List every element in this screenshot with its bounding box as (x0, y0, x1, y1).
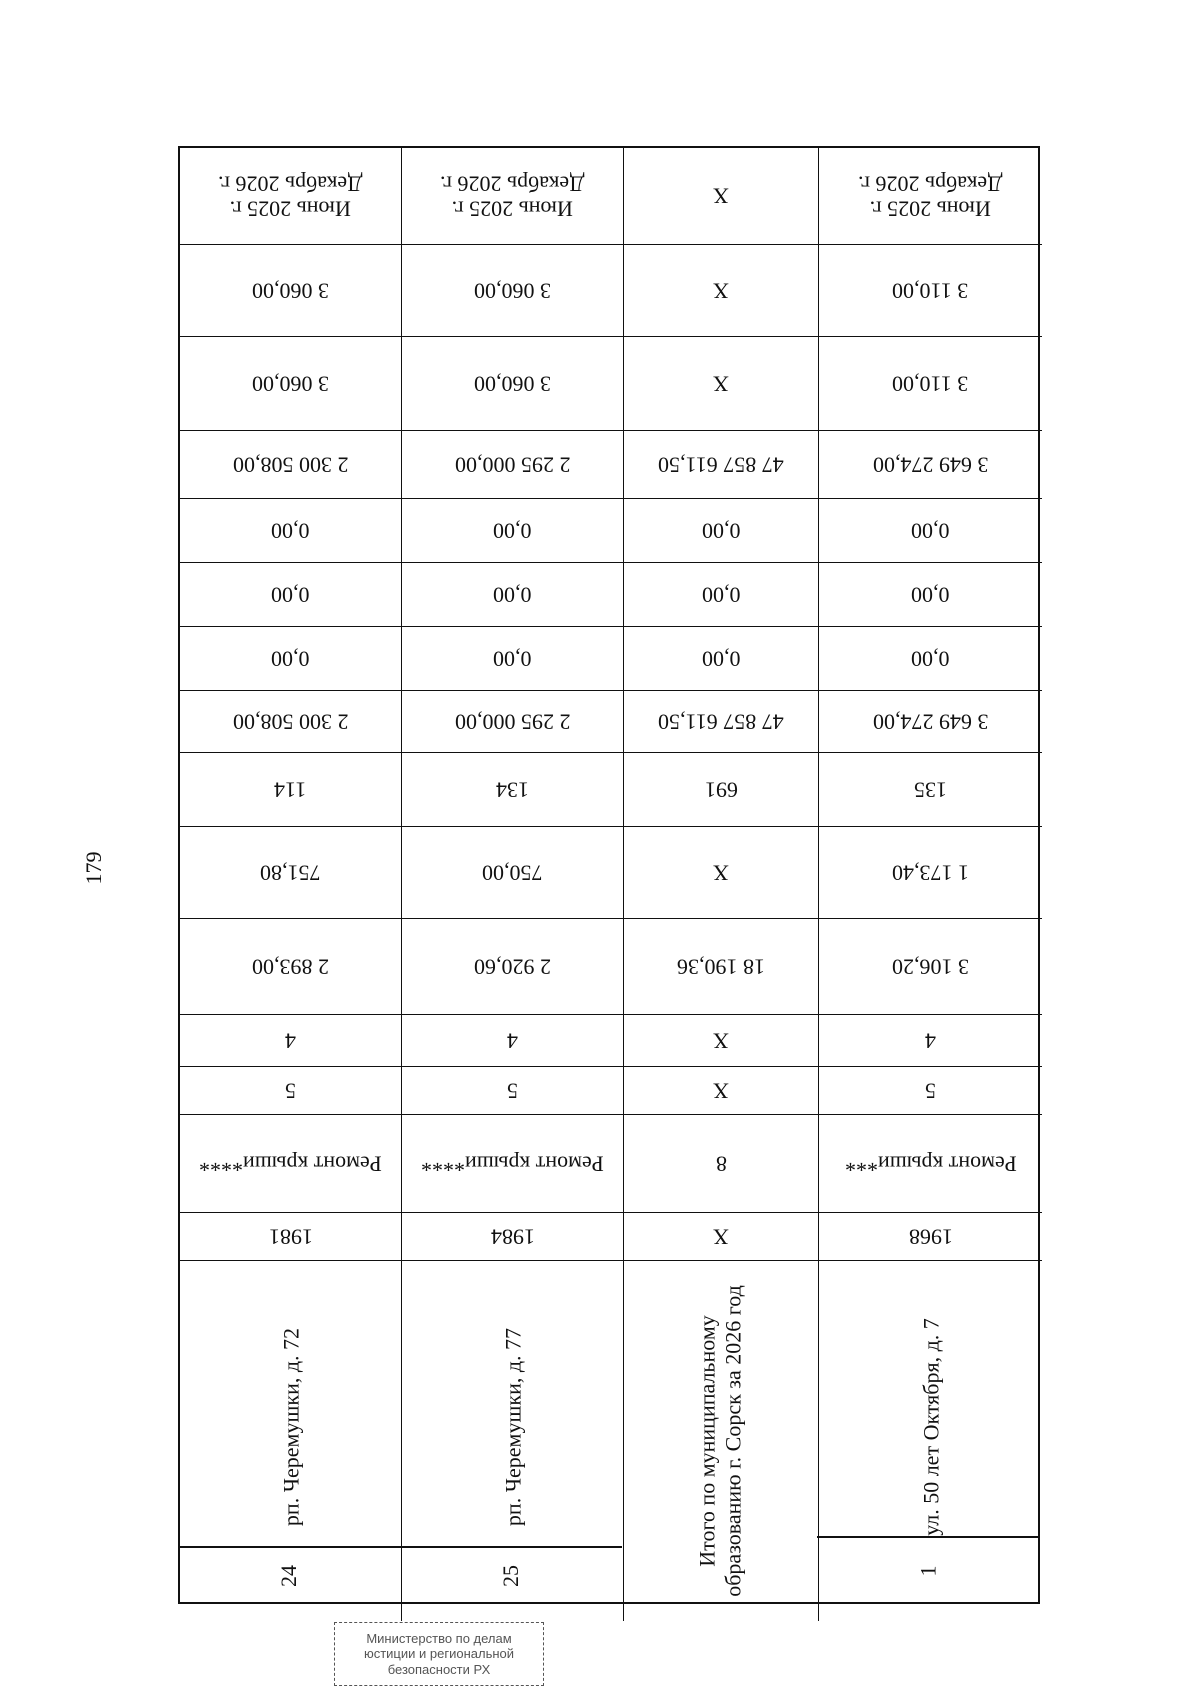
zero-cell-c-24: 0,00 (180, 627, 402, 691)
unit-cost-cell-total: Х (624, 245, 819, 337)
work-type-cell-24: Ремонт крыши**** (180, 1115, 402, 1213)
limit-cost-cell-25: 3 060,00 (402, 337, 624, 431)
zero-cell-b-1: 0,00 (819, 563, 1042, 627)
address-cell-total (624, 1261, 819, 1621)
stamp-line-2: юстиции и региональной (363, 1646, 515, 1662)
fund-total-cell-total: 47 857 611,50 (624, 431, 819, 499)
cost-total-cell-total: 47 857 611,50 (624, 691, 819, 753)
ministry-stamp (334, 1622, 544, 1686)
unit-cost-cell-1: 3 110,00 (819, 245, 1042, 337)
zero-cell-b-25: 0,00 (402, 563, 624, 627)
zero-cell-b-24: 0,00 (180, 563, 402, 627)
fund-total-cell-24: 2 300 508,00 (180, 431, 402, 499)
period-cell-24: Июнь 2025 г. Декабрь 2026 г. (180, 148, 402, 245)
work-type-cell-1: Ремонт крыши*** (819, 1115, 1042, 1213)
residents-count-cell-total: 691 (624, 753, 819, 827)
repair-schedule-table (178, 146, 1040, 1604)
period-cell-25: Июнь 2025 г. Декабрь 2026 г. (402, 148, 624, 245)
zero-cell-c-total: 0,00 (624, 627, 819, 691)
storeys-cell-1: 5 (819, 1067, 1042, 1115)
limit-cost-cell-total: Х (624, 337, 819, 431)
period-cell-total: Х (624, 148, 819, 245)
storeys-cell-total: Х (624, 1067, 819, 1115)
zero-cell-c-25: 0,00 (402, 627, 624, 691)
address-text-1: ул. 50 лет Октября, д. 7 (917, 1317, 943, 1536)
zero-cell-b-total: 0,00 (624, 563, 819, 627)
cost-total-cell-25: 2 295 000,00 (402, 691, 624, 753)
year-cell-1: 1968 (819, 1213, 1042, 1261)
residents-count-cell-25: 134 (402, 753, 624, 827)
living-area-cell-25: 750,00 (402, 827, 624, 919)
address-text-24: рп. Черемушки, д. 72 (277, 1327, 303, 1526)
fund-total-cell-25: 2 295 000,00 (402, 431, 624, 499)
index-cell-25: 25 (498, 1564, 523, 1587)
fund-total-cell-1: 3 649 274,00 (819, 431, 1042, 499)
year-cell-total: Х (624, 1213, 819, 1261)
storeys-cell-25: 5 (402, 1067, 624, 1115)
total-area-cell-24: 2 893,00 (180, 919, 402, 1015)
page-number: 179 (81, 851, 106, 885)
living-area-cell-24: 751,80 (180, 827, 402, 919)
work-type-cell-25: Ремонт крыши**** (402, 1115, 624, 1213)
residents-count-cell-24: 114 (180, 753, 402, 827)
total-label: Итого по муниципальному образованию г. Сорск за 2026 год (694, 1285, 746, 1597)
address-text-25: рп. Черемушки, д. 77 (499, 1327, 525, 1526)
floors-cell-total: Х (624, 1015, 819, 1067)
stamp-line-3: безопасности РХ (387, 1661, 491, 1677)
storeys-cell-24: 5 (180, 1067, 402, 1115)
stamp-line-1: Министерство по делам (366, 1630, 512, 1646)
cost-total-cell-24: 2 300 508,00 (180, 691, 402, 753)
zero-cell-a-25: 0,00 (402, 499, 624, 563)
zero-cell-c-1: 0,00 (819, 627, 1042, 691)
zero-cell-a-total: 0,00 (624, 499, 819, 563)
limit-cost-cell-24: 3 060,00 (180, 337, 402, 431)
floors-cell-25: 4 (402, 1015, 624, 1067)
unit-cost-cell-25: 3 060,00 (402, 245, 624, 337)
floors-cell-24: 4 (180, 1015, 402, 1067)
limit-cost-cell-1: 3 110,00 (819, 337, 1042, 431)
year-cell-25: 1984 (402, 1213, 624, 1261)
index-cell-24: 24 (276, 1564, 301, 1587)
total-area-cell-1: 3 106,20 (819, 919, 1042, 1015)
zero-cell-a-1: 0,00 (819, 499, 1042, 563)
floors-cell-1: 4 (819, 1015, 1042, 1067)
unit-cost-cell-24: 3 060,00 (180, 245, 402, 337)
cost-total-cell-1: 3 649 274,00 (819, 691, 1042, 753)
total-area-cell-25: 2 920,60 (402, 919, 624, 1015)
period-cell-1: Июнь 2025 г. Декабрь 2026 г. (819, 148, 1042, 245)
total-area-cell-total: 18 190,36 (624, 919, 819, 1015)
work-type-cell-total: 8 (624, 1115, 819, 1213)
zero-cell-a-24: 0,00 (180, 499, 402, 563)
living-area-cell-1: 1 173,40 (819, 827, 1042, 919)
residents-count-cell-1: 135 (819, 753, 1042, 827)
year-cell-24: 1981 (180, 1213, 402, 1261)
index-cell-1: 1 (915, 1565, 941, 1576)
living-area-cell-total: Х (624, 827, 819, 919)
